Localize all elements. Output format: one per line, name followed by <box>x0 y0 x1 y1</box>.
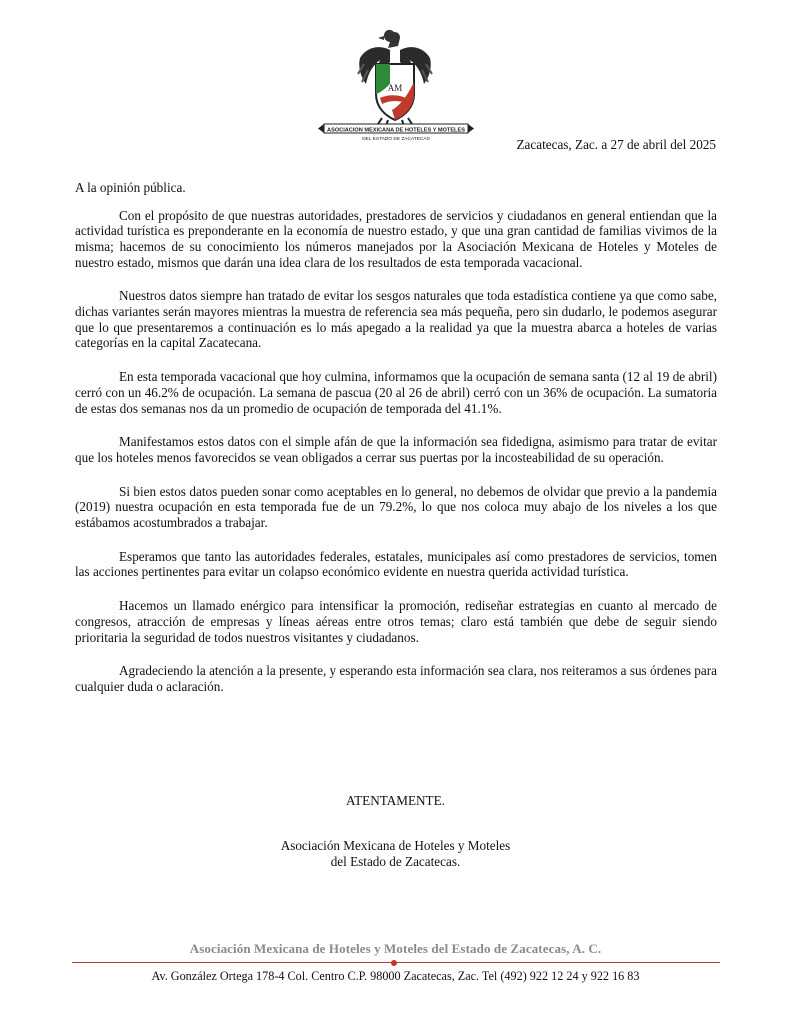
eagle-crest-icon <box>318 24 474 142</box>
signature-line1: Asociación Mexicana de Hoteles y Moteles <box>280 838 511 853</box>
footer-address: Av. González Ortega 178-4 Col. Centro C.P. 98000 Zacatecas, Zac. Tel (492) 922 12 24 y 922 16 83 <box>151 969 640 983</box>
paragraph: Si bien estos datos pueden sonar como aceptables en lo general, no debemos de olvidar que previo a la pandemia (2019) nuestra ocupación en esta temporada fue de un 79.2%, lo que nos coloca muy abajo de los niveles a los que estábamos acostumbrados a trabajar. <box>75 483 717 531</box>
paragraph: Manifestamos estos datos con el simple afán de que la información sea fidedigna, asimismo para tratar de evitar que los hoteles menos favorecidos se vean obligados a cerrar sus puertas por la incosteabilidad de su operación. <box>75 434 717 465</box>
footer-divider-dot <box>391 960 397 966</box>
paragraph: Esperamos que tanto las autoridades federales, estatales, municipales así como prestadores de servicios, tomen las acciones pertinentes para evitar un colapso económico evidente en nuestra querida actividad turística. <box>75 548 717 580</box>
paragraph: En esta temporada vacacional que hoy culmina, informamos que la ocupación de semana santa (12 al 19 de abril) cerró con un 46.2% de ocupación. La semana de pascua (20 al 26 de abril) cerró con un 36% de ocupación. La sumatoria de estas dos semanas nos da un promedio de ocupación de temporada del 41.1%. <box>75 369 717 416</box>
paragraph: Nuestros datos siempre han tratado de evitar los sesgos naturales que toda estadística contiene ya que como sabe, dichas variantes serán mayores mientras la muestra de referencia sea más pequeña, pero sin dudarlo, le podemos asegurar que lo que presentaremos a continuación es lo más apegado a la realidad ya que la muestra abarca a hoteles de varias categorías en la capital Zacatecana. <box>75 288 717 351</box>
logo-ribbon-line2: DEL ESTADO DE ZACATECAS <box>362 137 430 142</box>
closing: ATENTAMENTE. <box>346 793 445 808</box>
footer-title: Asociación Mexicana de Hoteles y Moteles del Estado de Zacatecas, A. C. <box>189 941 602 956</box>
paragraph: Con el propósito de que nuestras autoridades, prestadores de servicios y ciudadanos en general entiendan que la actividad turística es preponderante en la economía de nuestro estado, y que una gran cantidad de familias vivimos de la misma; hacemos de su conocimiento los números manejados por la Asociación Mexicana de Hoteles y Moteles de nuestro estado, mismos que darán una idea clara de los resultados de esta temporada vacacional. <box>75 207 717 270</box>
svg-text:AM: AM <box>387 83 403 93</box>
paragraph: Hacemos un llamado enérgico para intensificar la promoción, rediseñar estrategias en cuanto al mercado de congresos, atracción de empresas y líneas aéreas entre otros temas; claro está también que debe de seguir siendo prioritaria la seguridad de todos nuestros visitantes y ciudadanos. <box>75 598 717 645</box>
paragraph: Agradeciendo la atención a la presente, y esperando esta información sea clara, nos reiteramos a sus órdenes para cualquier duda o aclaración. <box>75 663 717 694</box>
signature-line2: del Estado de Zacatecas. <box>330 854 461 869</box>
logo-ribbon-line1: ASOCIACION MEXICANA DE HOTELES Y MOTELES <box>327 127 465 134</box>
greeting: A la opinión pública. <box>75 180 186 195</box>
signature-block <box>0 838 791 870</box>
letter-body <box>75 180 717 713</box>
association-logo <box>318 24 474 142</box>
letter-date: Zacatecas, Zac. a 27 de abril del 2025 <box>516 137 716 152</box>
